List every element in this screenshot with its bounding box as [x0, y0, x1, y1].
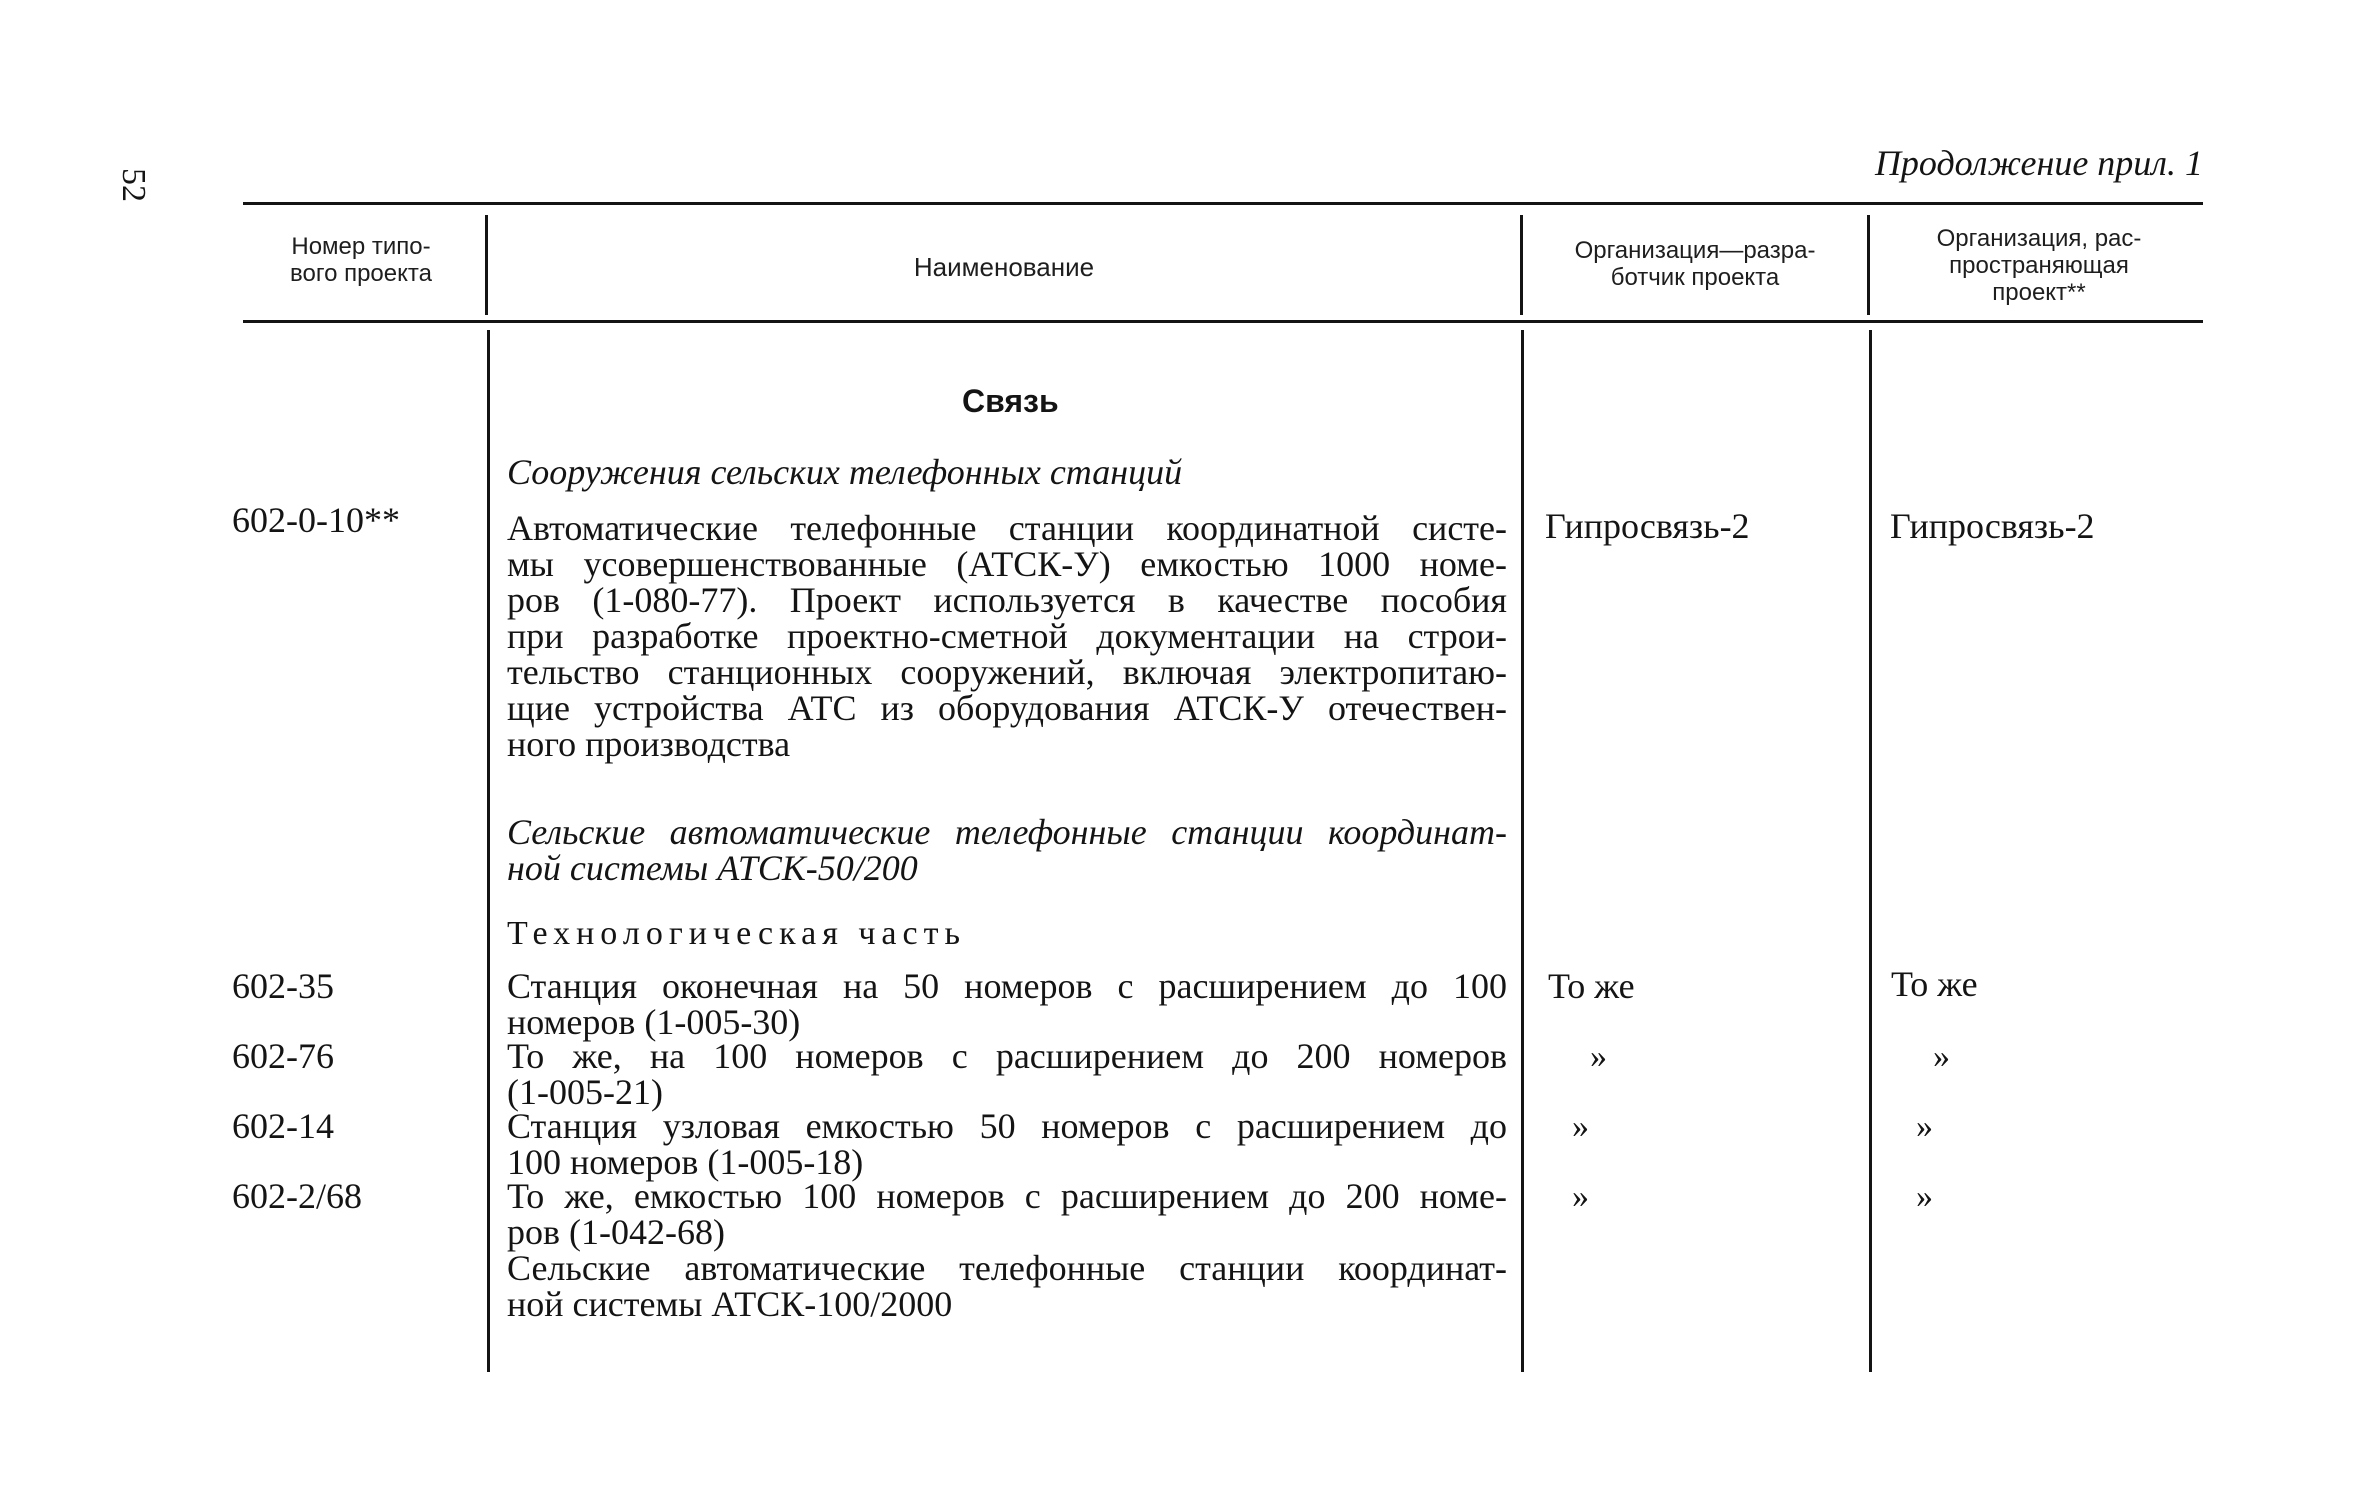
row-number-602-2-68: 602-2/68: [232, 1176, 362, 1216]
continuation-label: Продолжение прил. 1: [1874, 143, 2203, 183]
body-divider-3: [1869, 330, 1872, 1372]
row-number-602-35: 602-35: [232, 966, 334, 1006]
subsection-rural-stations: Сооружения сельских телефонных станций: [507, 452, 1183, 492]
row-description-602-76: То же, на 100 номеров с расширением до 200 номеров (1-005-21): [507, 1036, 1507, 1112]
subsection-atsk-50-200: Сельские автоматические телефонные станции координат- ной системы АТСК-50/200: [507, 812, 1507, 888]
row-description-602-0-10: Автоматические телефонные станции координатной систе- мы усовершенствованные (АТСК-У) емкостью 1000 номе- ров (1-080-77). Проект используется в качестве пособия при разработке проектно-сметной документации на строи- тельство станционных сооружений, включая электропитаю- щие устройства АТС из оборудования АТСК-У отечествен- ного производства: [507, 508, 1507, 764]
row-number-602-14: 602-14: [232, 1106, 334, 1146]
row-distributor-602-2-68: »: [1916, 1178, 1933, 1215]
row-description-602-35: Станция оконечная на 50 номеров с расширением до 100 номеров (1-005-30): [507, 966, 1507, 1042]
row-description-602-2-68: То же, емкостью 100 номеров с расширением до 200 номе- ров (1-042-68): [507, 1176, 1507, 1252]
page-number: 52: [115, 168, 152, 202]
row-description-602-14: Станция узловая емкостью 50 номеров с расширением до 100 номеров (1-005-18): [507, 1106, 1507, 1182]
body-divider-1: [487, 330, 490, 1372]
header-divider-3: [1867, 215, 1870, 315]
body-divider-2: [1521, 330, 1524, 1372]
row-distributor-602-14: »: [1916, 1108, 1933, 1145]
row-distributor-602-35: То же: [1891, 964, 1978, 1004]
header-distributor: Организация, рас- пространяющая проект**: [1936, 225, 2142, 306]
row-number-602-0-10: 602-0-10**: [232, 500, 400, 540]
table-top-rule: [243, 202, 2203, 205]
header-project-number: Номер типо- вого проекта: [290, 233, 432, 287]
header-developer: Организация—разра- ботчик проекта: [1574, 237, 1816, 291]
section-title: Связь: [962, 383, 1059, 419]
row-distributor-602-76: »: [1933, 1038, 1950, 1075]
row-developer-602-2-68: »: [1572, 1178, 1589, 1215]
row-distributor-602-0-10: Гипросвязь-2: [1890, 506, 2095, 546]
row-developer-602-35: То же: [1548, 966, 1635, 1006]
header-divider-2: [1520, 215, 1523, 315]
row-developer-602-0-10: Гипросвязь-2: [1545, 506, 1750, 546]
header-divider-1: [485, 215, 488, 315]
trailing-atsk-100-2000: Сельские автоматические телефонные станции координат- ной системы АТСК-100/2000: [507, 1248, 1507, 1324]
row-developer-602-14: »: [1572, 1108, 1589, 1145]
row-number-602-76: 602-76: [232, 1036, 334, 1076]
header-name: Наименование: [913, 252, 1095, 282]
subsection-technological-part: Технологическая часть: [507, 915, 966, 952]
row-developer-602-76: »: [1590, 1038, 1607, 1075]
header-bottom-rule: [243, 320, 2203, 323]
